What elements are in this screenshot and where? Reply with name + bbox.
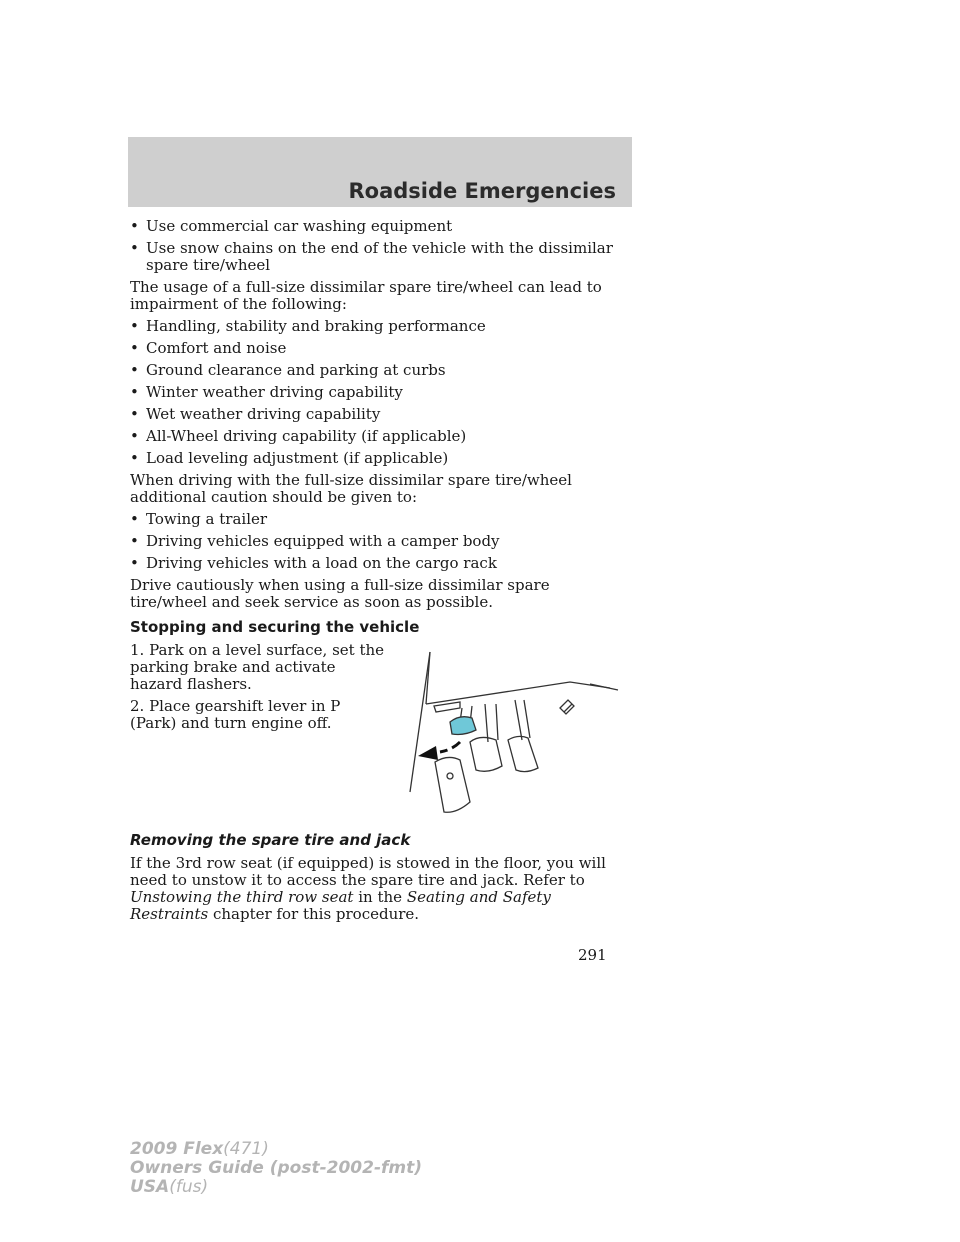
footer-model: 2009 Flex [130,1139,224,1159]
list-item: • Wet weather driving capability [130,405,381,423]
accelerator-arm [515,700,530,740]
page-content [130,218,630,928]
list-item: • All-Wheel driving capability (if applicable) [130,427,467,445]
console-side [435,757,470,812]
footer-market: USA [130,1177,170,1197]
list-item: • Driving vehicles with a load on the cargo rack [130,554,497,572]
list-item: • Load leveling adjustment (if applicable) [130,449,449,467]
paragraph-caution: When driving with the full-size dissimilar spare tire/wheel additional caution should be given to: [130,471,572,506]
footer-model-code: (471) [223,1139,269,1159]
list-item: • Comfort and noise [130,339,287,357]
list-item: • Use commercial car washing equipment [130,217,453,235]
paragraph-drive-cautiously: Drive cautiously when using a full-size dissimilar spare tire/wheel and seek service as soon as possible. [130,576,550,611]
pillar-line [410,652,430,792]
section-header-band [128,137,632,207]
bullet-marker: • [130,405,139,423]
pedal-illustration-svg [390,642,630,818]
accelerator-pedal [508,736,538,771]
bullet-marker: • [130,239,139,257]
paragraph-removing: If the 3rd row seat (if equipped) is stowed in the floor, you will need to unstow it to access the spare tire and jack. Refer to Unstowing the third row seat in the Seating and Safety Restraints chapter for this procedure. [130,854,606,923]
bullet-marker: • [130,427,139,445]
step-1: 1. Park on a level surface, set the parking brake and activate hazard flashers. [130,641,385,693]
release-arrow-line [440,742,460,752]
release-arrow-head [418,746,438,760]
footer [130,1140,422,1197]
list-item: • Driving vehicles equipped with a camper body [130,532,500,550]
list-item: • Towing a trailer [130,510,268,528]
step-2: 2. Place gearshift lever in P (Park) and turn engine off. [130,697,341,732]
list-item: • Winter weather driving capability [130,383,403,401]
list-item: • Ground clearance and parking at curbs [130,361,446,379]
parking-brake-pedal-illustration [390,642,630,818]
cross-reference: Seating and Safety Restraints [130,888,551,923]
cross-reference: Unstowing the third row seat [130,888,354,906]
heading-removing: Removing the spare tire and jack [130,831,411,849]
bullet-marker: • [130,449,139,467]
dash-vent [434,702,460,712]
console-bolt [447,773,453,779]
floor-edge [590,684,618,690]
bullet-marker: • [130,217,139,235]
footer-guide: Owners Guide (post-2002-fmt) [130,1158,423,1178]
parking-brake-pedal [450,717,476,735]
bullet-marker: • [130,339,139,357]
brake-pedal [470,737,502,771]
bullet-marker: • [130,510,139,528]
bullet-marker: • [130,532,139,550]
heading-stopping: Stopping and securing the vehicle [130,618,420,636]
list-item: • Handling, stability and braking performance [130,317,486,335]
dash-bottom [426,682,610,704]
section-title: Roadside Emergencies [348,179,616,203]
footer-market-code: (fus) [169,1177,209,1197]
page-number: 291 [578,946,607,964]
paragraph-impairment: The usage of a full-size dissimilar spare tire/wheel can lead to impairment of the following: [130,278,602,313]
footrest [560,700,574,714]
bullet-marker: • [130,383,139,401]
bullet-marker: • [130,554,139,572]
stopping-steps [130,642,390,818]
brake-arm [485,704,498,742]
stopping-section [130,642,630,818]
list-item: • Use snow chains on the end of the vehicle with the dissimilar spare tire/wheel [130,239,613,274]
bullet-marker: • [130,361,139,379]
bullet-marker: • [130,317,139,335]
